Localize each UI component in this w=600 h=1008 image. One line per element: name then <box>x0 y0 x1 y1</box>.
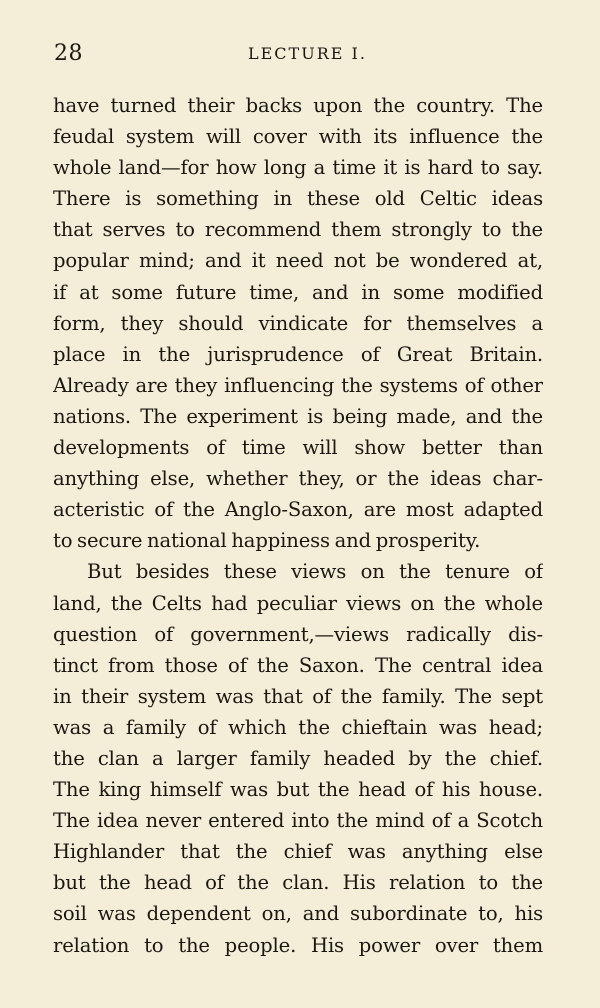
page-header <box>52 40 543 68</box>
text-line: developments of time will show better than <box>53 436 543 460</box>
page-number: 28 <box>54 41 83 66</box>
text-line: but the head of the clan. His relation to the <box>53 871 543 895</box>
text-line: in their system was that of the family. The sept <box>53 684 543 708</box>
text-line: question of government,—views radically dis- <box>53 622 543 646</box>
text-line: acteristic of the Anglo-Saxon, are most adapted <box>53 498 543 522</box>
text-line: that serves to recommend them strongly to the <box>53 218 543 242</box>
text-line: The idea never entered into the mind of a Scotch <box>53 809 543 833</box>
text-line: soil was dependent on, and subordinate to, his <box>53 902 543 926</box>
text-line: if at some future time, and in some modified <box>53 280 543 304</box>
text-line: Highlander that the chief was anything else <box>53 840 543 864</box>
running-head: LECTURE I. <box>248 44 367 63</box>
text-line: tinct from those of the Saxon. The central idea <box>53 653 543 677</box>
text-line: form, they should vindicate for themselves a <box>53 311 543 335</box>
text-line: There is something in these old Celtic ideas <box>53 187 543 211</box>
text-line: Already are they influencing the systems of other <box>53 373 543 397</box>
text-line: to secure national happiness and prosperity. <box>53 529 481 553</box>
text-line: The king himself was but the head of his house. <box>53 778 543 802</box>
text-line: anything else, whether they, or the ideas char- <box>53 467 543 491</box>
text-line: nations. The experiment is being made, and the <box>53 404 543 428</box>
text-line: have turned their backs upon the country. The <box>53 94 543 117</box>
body-text <box>53 90 543 961</box>
text-line: land, the Celts had peculiar views on the whole <box>53 591 543 615</box>
text-line: relation to the people. His power over them <box>53 933 543 957</box>
text-line: popular mind; and it need not be wondered at, <box>53 249 543 273</box>
text-line: feudal system will cover with its influence the <box>53 125 543 149</box>
text-line: the clan a larger family headed by the chief. <box>53 746 543 770</box>
text-line: was a family of which the chieftain was head; <box>53 715 543 739</box>
text-line: place in the jurisprudence of Great Britain. <box>53 342 543 366</box>
text-line: whole land—for how long a time it is hard to say. <box>53 156 543 180</box>
text-line: But besides these views on the tenure of <box>87 560 543 584</box>
